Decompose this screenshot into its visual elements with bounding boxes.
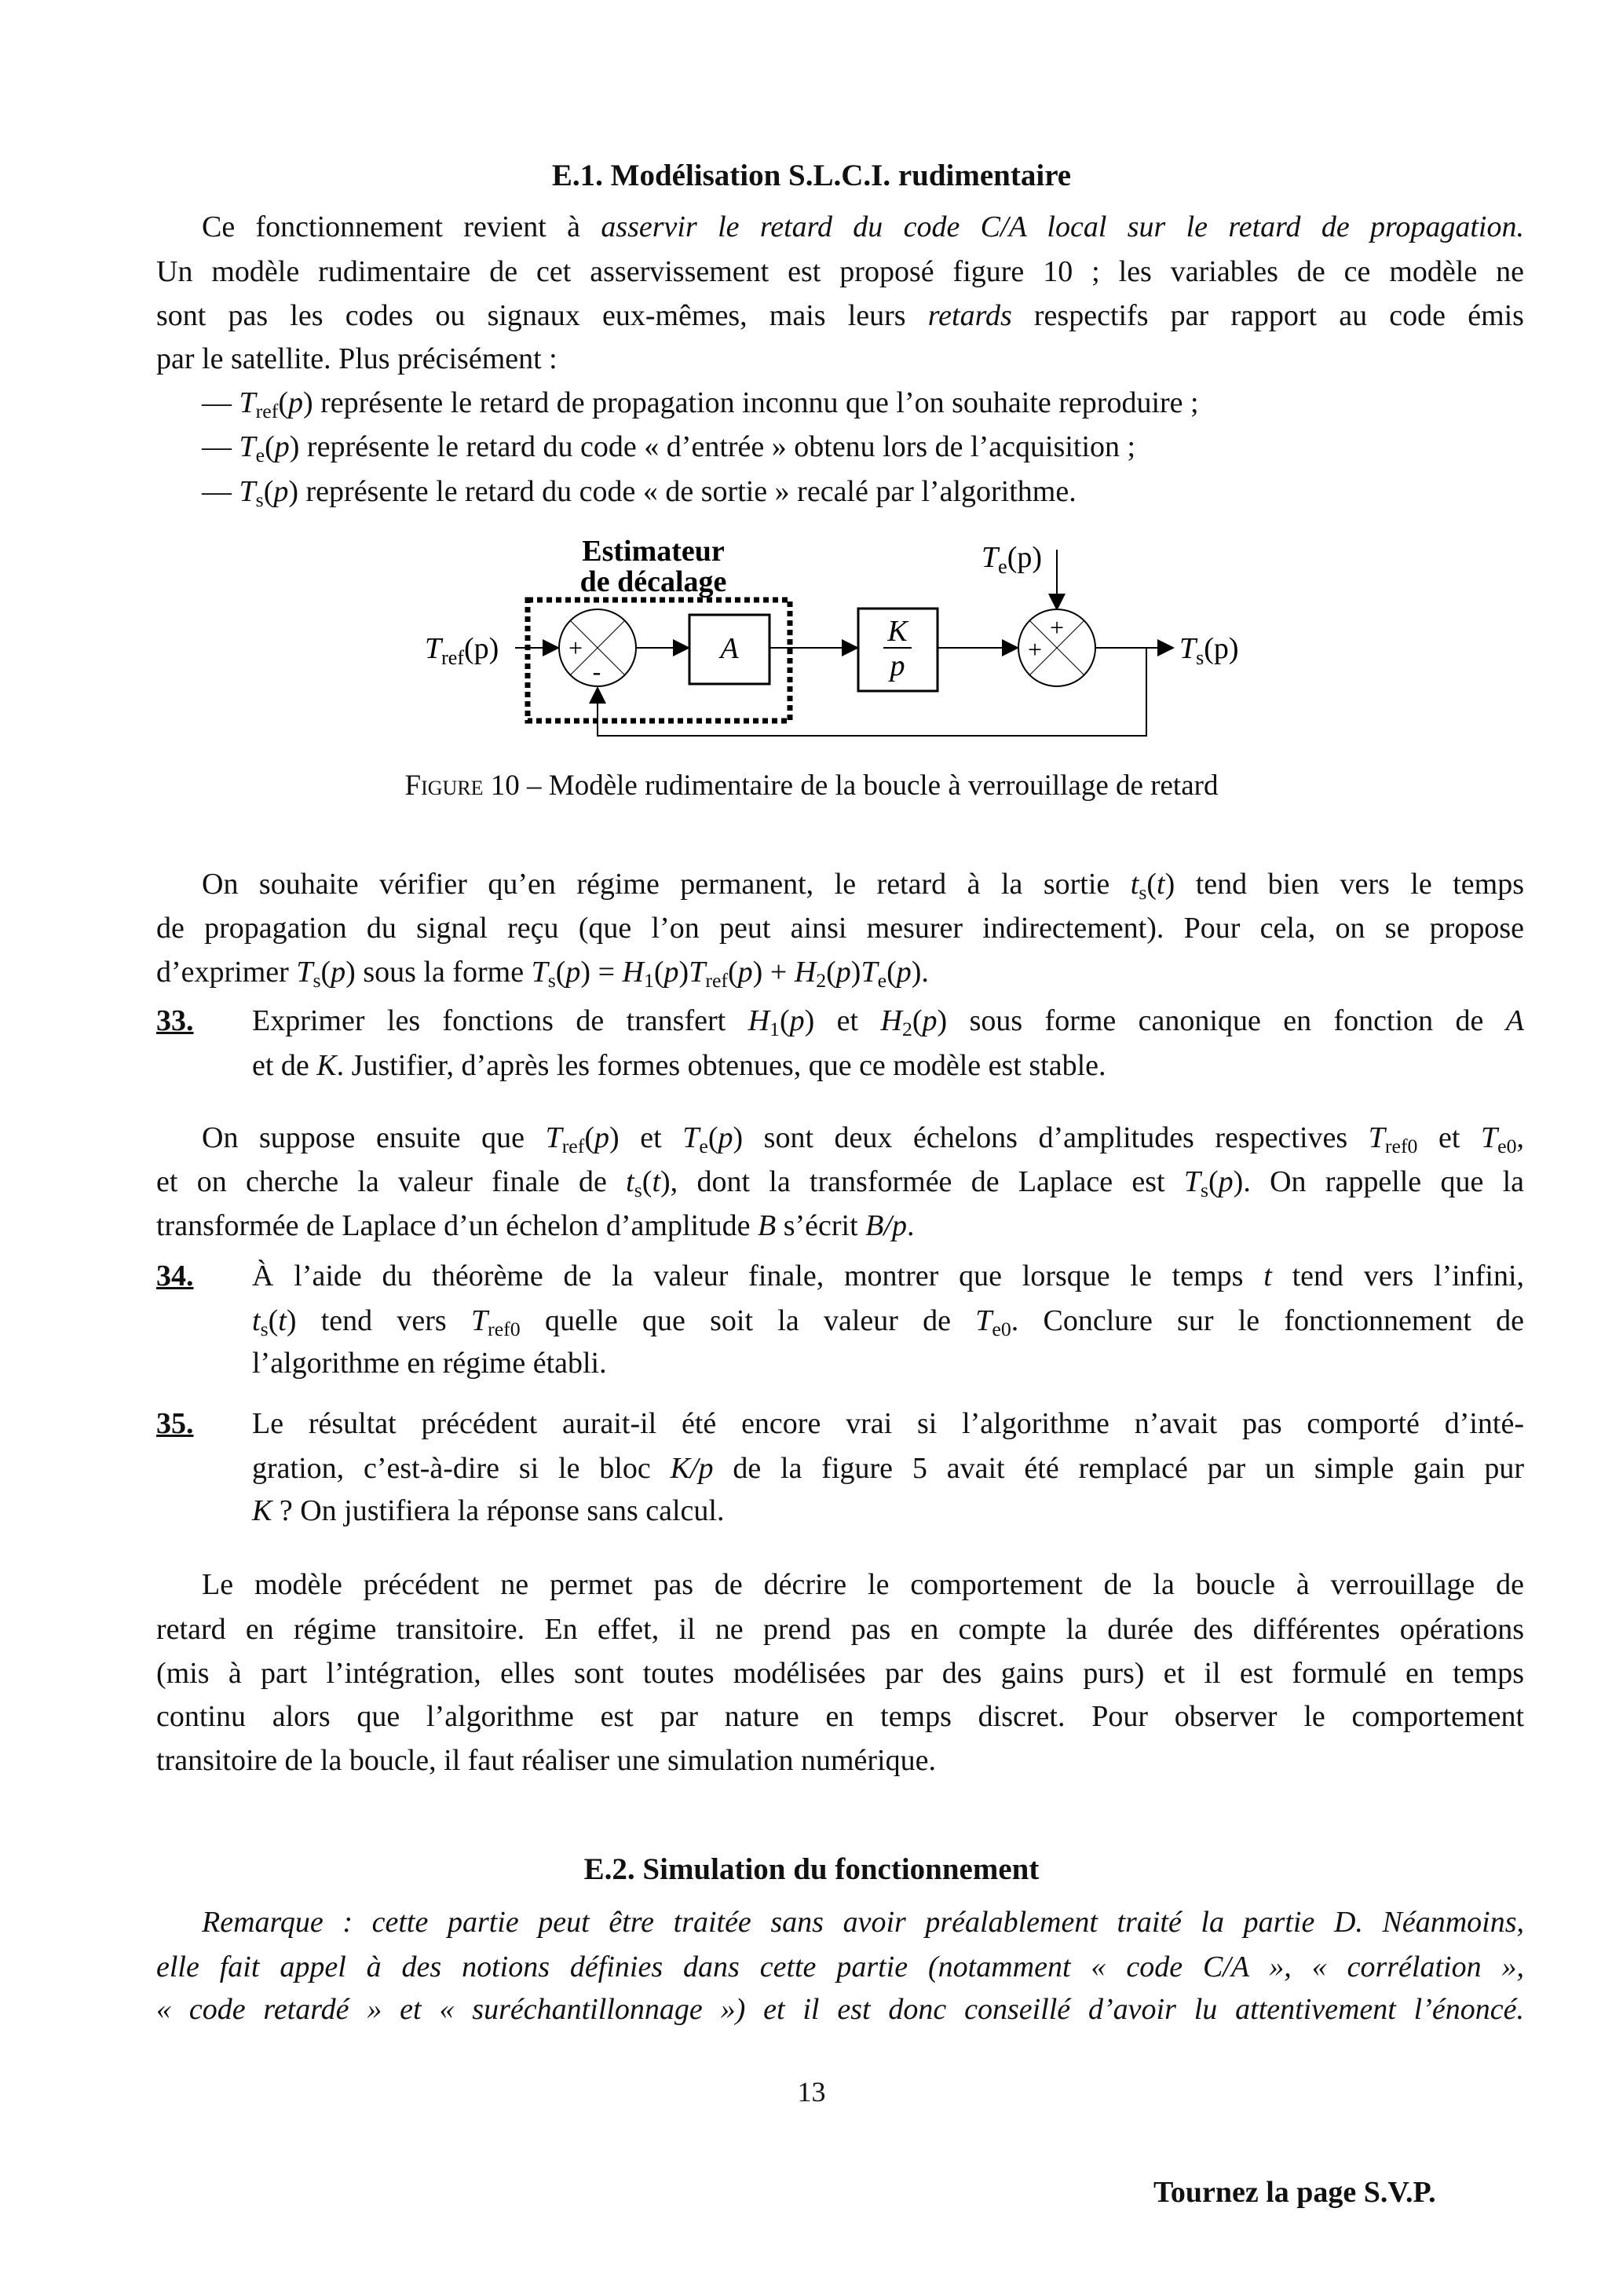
text-run: d’exprimer (156, 956, 297, 989)
summing-junction-2 (1018, 609, 1095, 686)
paragraph-line (202, 1567, 1524, 1602)
figure-caption (0, 769, 1623, 803)
text-run: ( (263, 475, 274, 508)
math-symbol: p (718, 1121, 733, 1154)
text-run: ( (826, 956, 836, 989)
paragraph-line (156, 1656, 1524, 1691)
math-symbol: t (1130, 868, 1139, 901)
question-number: 34. (156, 1260, 194, 1292)
math-symbol: B (758, 1209, 777, 1242)
subscript: ref0 (488, 1318, 521, 1341)
text-run: ( (728, 956, 738, 989)
math-symbol: T (1183, 1165, 1201, 1198)
text-run: À l’aide du théorème de la valeur finale, montrer que lorsque le temps (252, 1260, 1264, 1292)
math-symbol: t (626, 1165, 634, 1198)
text-run: ) tend vers (286, 1304, 471, 1337)
text-run: ( (555, 956, 566, 989)
text-run: ) et (804, 1004, 881, 1037)
text-run: — (202, 386, 239, 419)
math-symbol: T (239, 386, 256, 419)
text-run: respectifs par rapport au code émis (1011, 299, 1524, 332)
question-line (252, 1493, 1524, 1528)
subscript: e (877, 969, 887, 993)
text-run: Un modèle rudimentaire de cet asservissement est proposé figure 10 ; les variables de ce modèle ne (156, 255, 1524, 288)
subscript: s (1200, 1179, 1209, 1202)
text-run: ( (886, 956, 897, 989)
text-run: ( (320, 956, 331, 989)
text-run: ( (1146, 868, 1157, 901)
math-symbol: T (545, 1121, 562, 1154)
text-run: ) sous forme canonique en fonction de (937, 1004, 1506, 1037)
math-symbol: t (1263, 1260, 1272, 1292)
text-run: ( (642, 1165, 652, 1198)
math-symbol: B/p (865, 1209, 907, 1242)
question-number: 33. (156, 1004, 194, 1037)
math-symbol: p (737, 956, 753, 989)
subscript: ref (705, 969, 729, 993)
text-run: ( (912, 1004, 923, 1037)
math-symbol: p (273, 475, 289, 508)
math-symbol: p (835, 956, 851, 989)
output-label: $T_s(p)$ (1179, 632, 1239, 669)
text-run: ), dont la transformée de Laplace est (660, 1165, 1184, 1198)
text-run: On souhaite vérifier qu’en régime permanent, le retard à la sortie (202, 868, 1131, 901)
question-line (252, 1406, 1524, 1441)
text-run: Le modèle précédent ne permet pas de décrire le comportement de la boucle à verrouillage de (202, 1568, 1524, 1601)
text-run: ( (265, 430, 275, 463)
text-run: On suppose ensuite que (202, 1121, 546, 1154)
subscript: s (634, 1179, 642, 1202)
text-run: ( (268, 1304, 279, 1337)
bullet-item (202, 430, 1135, 473)
math-symbol: retards (927, 299, 1012, 332)
text-run: . Justifier, d’après les formes obtenues, que ce modèle est stable. (336, 1049, 1106, 1082)
math-symbol: T (1368, 1121, 1385, 1154)
math-symbol: p (789, 1004, 805, 1037)
math-symbol: t (252, 1304, 261, 1337)
subscript: e0 (1497, 1135, 1517, 1158)
section-title-e1: E.1. Modélisation S.L.C.I. rudimentaire (551, 159, 1072, 192)
figure-label: Figure 10 (404, 770, 520, 802)
text-run: — (202, 475, 239, 508)
text-run: ( (1208, 1165, 1219, 1198)
paragraph-line (156, 1208, 1524, 1243)
math-symbol: p (331, 956, 346, 989)
subscript: e (699, 1135, 708, 1158)
paragraph-line (156, 1164, 1524, 1208)
question-line (252, 1259, 1524, 1293)
text-run: ) tend bien vers le temps (1164, 868, 1524, 901)
math-symbol: T (239, 475, 256, 508)
text-run: « code retardé » et « suréchantillonnage ») et il est donc conseillé d’avoir lu attentivement l’énoncé. (156, 1993, 1524, 2026)
subscript: s (313, 969, 321, 993)
text-run: s’écrit (776, 1209, 866, 1242)
text-run: Exprimer les fonctions de transfert (252, 1004, 748, 1037)
math-symbol: H (622, 956, 644, 989)
input-label: $T_{ref}(p)$ (425, 632, 499, 669)
text-run: Le résultat précédent aurait-il été encore vrai si l’algorithme n’avait pas comporté d’inté- (252, 1407, 1524, 1440)
math-symbol: p (594, 1121, 610, 1154)
integrator-numerator: K (887, 615, 908, 648)
subscript: ref0 (1384, 1135, 1418, 1158)
subscript: s (1139, 881, 1147, 905)
remark-line (156, 1992, 1524, 2027)
text-run: de la figure 5 avait été remplacé par un simple gain pur (713, 1452, 1524, 1485)
question-line (252, 1346, 1524, 1380)
footer-note: Tournez la page S.V.P. (1153, 2176, 1436, 2209)
paragraph-line (202, 210, 1524, 244)
text-run: tend vers l’infini, (1271, 1260, 1525, 1292)
text-run: l’algorithme en régime établi. (252, 1347, 607, 1380)
paragraph-line (156, 254, 1524, 289)
page-number: 13 (797, 2076, 826, 2108)
text-run: Remarque : cette partie peut être traitée sans avoir préalablement traité la partie D. Néanmoins, (202, 1906, 1524, 1939)
math-symbol: asservir le retard du code C/A local sur le retard de propagation. (601, 210, 1524, 243)
text-run: ) sont deux échelons d’amplitudes respectives (733, 1121, 1369, 1154)
math-symbol: K (252, 1494, 272, 1527)
text-run: ? On justifiera la réponse sans calcul. (272, 1494, 725, 1527)
math-symbol: p (922, 1004, 938, 1037)
math-symbol: T (531, 956, 548, 989)
bullet-item (202, 386, 1199, 429)
paragraph-line (156, 911, 1524, 945)
remark-line (202, 1905, 1524, 1940)
math-symbol: T (975, 1304, 992, 1337)
math-symbol: T (861, 956, 878, 989)
text-run: ) et (609, 1121, 683, 1154)
math-symbol: H (794, 956, 817, 989)
text-run: , (1516, 1121, 1525, 1154)
paragraph-line (156, 955, 1524, 998)
text-run: . (906, 1209, 915, 1242)
gain-A-label: A (720, 632, 739, 665)
text-run: ). On rappelle que la (1233, 1165, 1524, 1198)
sum1-plus-sign: + (568, 634, 583, 662)
question-number: 35. (156, 1407, 194, 1440)
text-run: ( (278, 386, 288, 419)
subscript: e (255, 444, 265, 467)
question-line (252, 1048, 1524, 1083)
text-run: retard en régime transitoire. En effet, il ne prend pas en compte la durée des différentes opérations (156, 1613, 1524, 1646)
paragraph-line (202, 867, 1524, 910)
subscript: ref (255, 400, 279, 423)
text-run: (mis à part l’intégration, elles sont toutes modélisées par des gains purs) et il est formulé en temps (156, 1657, 1524, 1690)
math-symbol: p (896, 956, 912, 989)
text-run: Ce fonctionnement revient à (202, 210, 601, 243)
question-line (252, 1451, 1524, 1486)
disturbance-label: $T_e(p)$ (981, 541, 1042, 578)
text-run: . Conclure sur le fonctionnement de (1011, 1304, 1524, 1337)
subscript: 1 (769, 1018, 780, 1041)
text-run: ) représente le retard de propagation inconnu que l’on souhaite reproduire ; (302, 386, 1199, 419)
math-symbol: p (565, 956, 581, 989)
subscript: e0 (992, 1318, 1011, 1341)
text-run: ) + (752, 956, 795, 989)
text-run: – Modèle rudimentaire de la boucle à verrouillage de retard (519, 770, 1219, 802)
text-run: sont pas les codes ou signaux eux-mêmes, mais leurs (156, 299, 928, 332)
text-run: ) (850, 956, 861, 989)
text-run: continu alors que l’algorithme est par nature en temps discret. Pour observer le comportement (156, 1700, 1524, 1733)
sum2-plus-left: + (1027, 635, 1043, 664)
math-symbol: p (287, 386, 303, 419)
text-run: et on cherche la valeur finale de (156, 1165, 627, 1198)
sum2-plus-top: + (1049, 613, 1065, 642)
text-run: ( (779, 1004, 790, 1037)
paragraph-line (156, 1612, 1524, 1647)
math-symbol: K (316, 1049, 337, 1082)
text-run: ) représente le retard du code « d’entrée » obtenu lors de l’acquisition ; (289, 430, 1136, 463)
math-symbol: p (1218, 1165, 1234, 1198)
math-symbol: K/p (670, 1452, 714, 1485)
text-run: ) sous la forme (345, 956, 532, 989)
subscript: s (547, 969, 556, 993)
text-run: transformée de Laplace d’un échelon d’amplitude (156, 1209, 758, 1242)
text-run: quelle que soit la valeur de (520, 1304, 976, 1337)
math-symbol: T (296, 956, 313, 989)
paragraph-line (156, 342, 1524, 376)
subscript: 2 (901, 1018, 912, 1041)
math-symbol: t (278, 1304, 287, 1337)
text-run: par le satellite. Plus précisément : (156, 342, 557, 375)
subscript: ref (561, 1135, 585, 1158)
text-run: elle fait appel à des notions définies dans cette partie (notamment « code C/A », « corrélation », (156, 1951, 1524, 1983)
remark-line (156, 1950, 1524, 1984)
math-symbol: p (274, 430, 290, 463)
block-diagram (0, 503, 1623, 762)
text-run: transitoire de la boucle, il faut réaliser une simulation numérique. (156, 1744, 936, 1777)
text-run: ). (911, 956, 929, 989)
text-run: gration, c’est-à-dire si le bloc (252, 1452, 671, 1485)
paragraph-line (202, 1121, 1524, 1164)
subscript: s (255, 488, 264, 512)
subscript: s (260, 1318, 269, 1341)
math-symbol: T (470, 1304, 488, 1337)
text-run: et (1417, 1121, 1481, 1154)
paragraph-line (156, 1743, 1524, 1778)
math-symbol: t (652, 1165, 661, 1198)
text-run: de propagation du signal reçu (que l’on peut ainsi mesurer indirectement). Pour cela, on se propose (156, 912, 1524, 945)
paragraph-line (156, 1699, 1524, 1734)
paragraph-line (156, 298, 1524, 333)
text-run: ( (707, 1121, 718, 1154)
text-run: ) = (580, 956, 623, 989)
math-symbol: H (880, 1004, 902, 1037)
text-run: — (202, 430, 239, 463)
summing-junction-1 (559, 609, 636, 686)
math-symbol: T (689, 956, 706, 989)
math-symbol: T (239, 430, 256, 463)
question-line (252, 1303, 1524, 1347)
text-run: ( (584, 1121, 595, 1154)
math-symbol: T (682, 1121, 700, 1154)
text-run: et de (252, 1049, 317, 1082)
subscript: 1 (643, 969, 654, 993)
math-symbol: H (748, 1004, 770, 1037)
integrator-denominator: p (890, 649, 905, 682)
math-symbol: p (663, 956, 679, 989)
text-run: ) représente le retard du code « de sortie » recalé par l’algorithme. (288, 475, 1077, 508)
text-run: ( (653, 956, 664, 989)
math-symbol: A (1505, 1004, 1524, 1037)
estimator-label: Estimateur (582, 535, 725, 568)
question-line (252, 1004, 1524, 1047)
text-run: ) (678, 956, 689, 989)
section-title-e2: E.2. Simulation du fonctionnement (583, 1852, 1040, 1886)
estimator-label: de décalage (579, 565, 727, 598)
math-symbol: t (1157, 868, 1165, 901)
sum1-minus-sign: - (592, 657, 601, 686)
subscript: 2 (816, 969, 827, 993)
math-symbol: T (1481, 1121, 1498, 1154)
